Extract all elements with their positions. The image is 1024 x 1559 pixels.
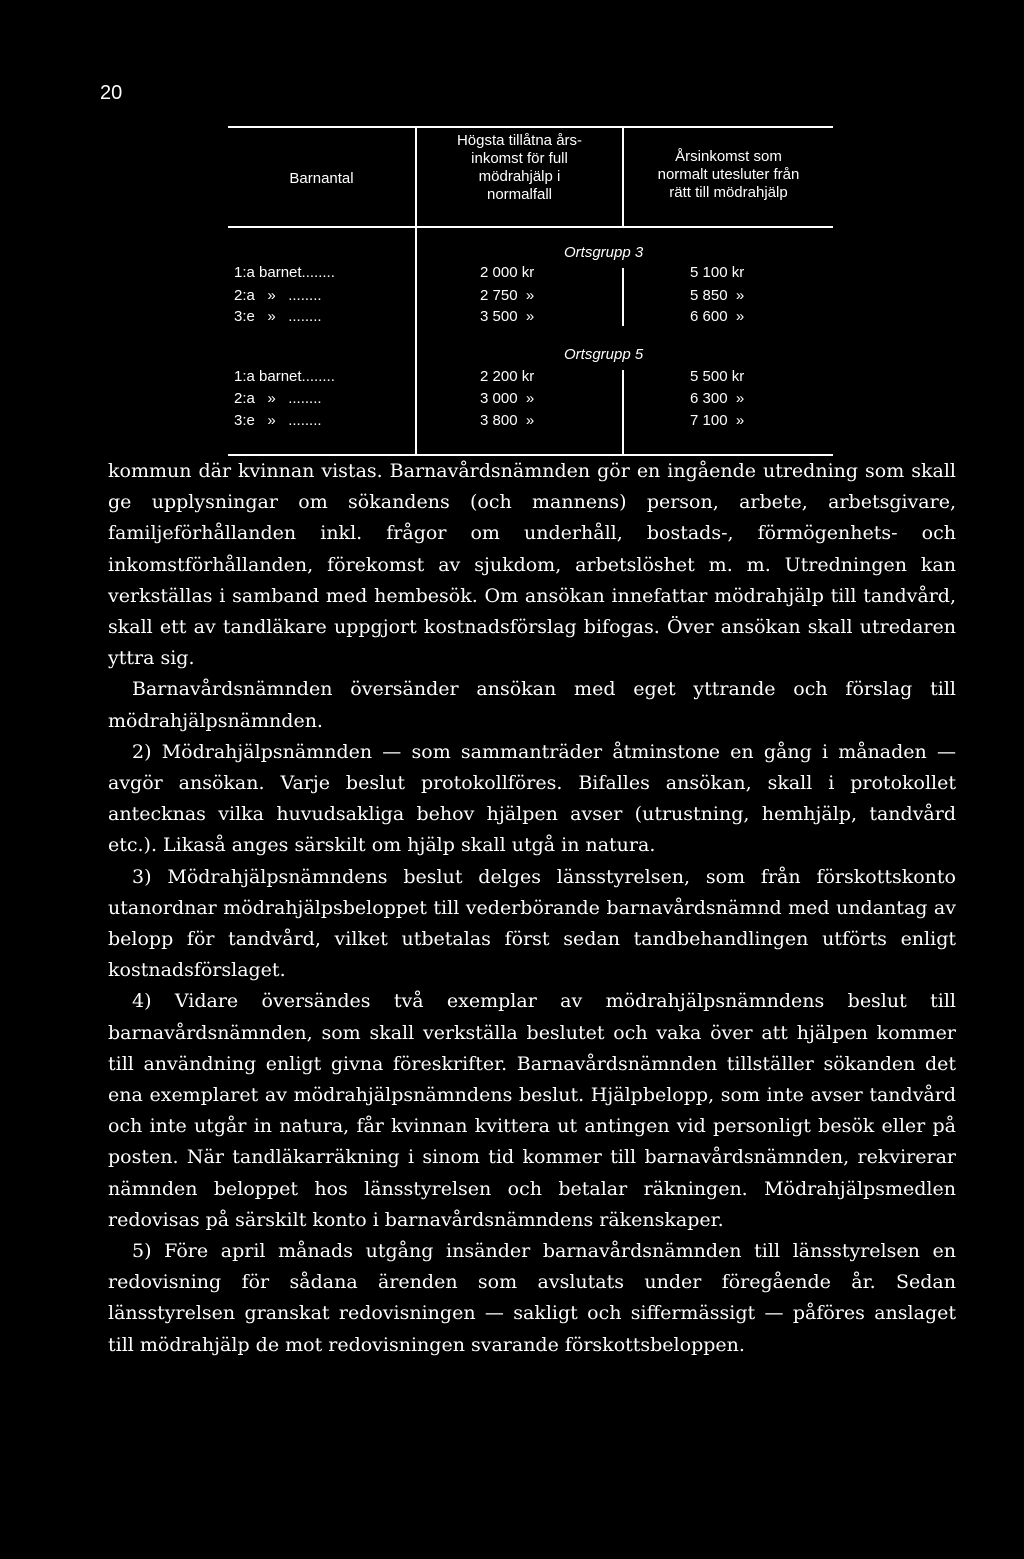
income-limit-table: [228, 126, 833, 456]
paragraph: kommun där kvinnan vistas. Barnavårdsnämnden gör en ingående utredning som skall ge upplysningar om sökandens (och mannens) person, arbete, arbetsgivare, familjeförhållanden inkl. frågor om underhåll, bostads-, förmögenhets- och inkomstförhållanden, förekomst av sjukdom, arbetslöshet m. m. Utredningen kan verkställas i samband med hembesök. Om ansökan innefattar mödrahjälp till tandvård, skall ett av tandläkare uppgjort kostnadsförslag bifogas. Över ansökan skall utredaren yttra sig.: [108, 460, 956, 670]
row-max: 3 500 »: [480, 308, 535, 325]
paragraph: Barnavårdsnämnden översänder ansökan med eget yttrande och förslag till mödrahjälpsnämnden.: [108, 678, 956, 732]
header-excluding-income-line: rätt till mödrahjälp: [669, 184, 788, 201]
row-child: 1:a barnet........: [234, 368, 335, 385]
row-excl: 5 500 kr: [690, 368, 745, 385]
row-excl: 7 100 »: [690, 412, 745, 429]
row-max: 3 000 »: [480, 390, 535, 407]
header-max-income: [417, 132, 622, 204]
header-max-income-line: Högsta tillåtna års-: [456, 132, 583, 149]
row-max: 3 800 »: [480, 412, 535, 429]
row-max: 2 750 »: [480, 287, 535, 304]
row-excl: 5 850 »: [690, 287, 745, 304]
row-max: 2 200 kr: [480, 368, 535, 385]
row-child: 2:a » ........: [234, 287, 322, 304]
table-header-rule: [228, 226, 833, 228]
header-excluding-income-line: normalt utesluter från: [657, 166, 800, 183]
group-label: Ortsgrupp 3: [564, 244, 644, 261]
row-child: 3:e » ........: [234, 308, 322, 325]
table-col-divider-2-group2: [622, 370, 624, 454]
row-max: 2 000 kr: [480, 264, 535, 281]
row-excl: 6 300 »: [690, 390, 745, 407]
body-text: [108, 456, 956, 1361]
header-excluding-income-line: Årsinkomst som: [675, 148, 782, 165]
header-max-income-line: normalfall: [486, 186, 553, 203]
header-barnantal: [228, 170, 415, 188]
header-excluding-income: [624, 148, 833, 202]
paragraph: 3) Mödrahjälpsnämndens beslut delges länsstyrelsen, som från förskottskonto utanordnar mödrahjälpsbeloppet till vederbörande barnavårdsnämnd med undantag av belopp för tandvård, vilket utbetalas först sedan tandbehandlingen utförts enligt kostnadsförslaget.: [108, 865, 956, 982]
paragraph: 4) Vidare översändes två exemplar av mödrahjälpsnämndens beslut till barnavårdsnämnden, som skall verkställa beslutet och vaka över att hjälpen kommer till användning enligt givna föreskrifter. Barnavårdsnämnden tillställer sökanden det ena exemplaret av mödrahjälpsnämndens beslut. Hjälpbelopp, som inte avser tandvård och inte utgår in natura, får kvinnan kvittera ut antingen vid personligt besök eller på posten. När tandläkarräkning i sinom tid kommer till barnavårdsnämnden, rekvirerar nämnden beloppet hos länsstyrelsen och betalar räkningen. Mödrahjälpsmedlen redovisas på särskilt konto i barnavårdsnämndens räkenskaper.: [108, 990, 956, 1231]
row-excl: 5 100 kr: [690, 264, 745, 281]
row-child: 1:a barnet........: [234, 264, 335, 281]
table-top-rule: [228, 126, 833, 128]
row-child: 3:e » ........: [234, 412, 322, 429]
header-barnantal-text: Barnantal: [289, 170, 354, 187]
paragraph: 5) Före april månads utgång insänder barnavårdsnämnden till länsstyrelsen en redovisning för sådana ärenden som avslutats under föregående år. Sedan länsstyrelsen granskat redovisningen — sakligt och siffermässigt — påföres anslaget till mödrahjälp de mot redovisningen svarande förskottsbeloppen.: [108, 1240, 956, 1356]
group-label: Ortsgrupp 5: [564, 346, 644, 363]
table-col-divider-2-group1: [622, 268, 624, 326]
header-max-income-line: mödrahjälp i: [478, 168, 561, 185]
row-child: 2:a » ........: [234, 390, 322, 407]
row-excl: 6 600 »: [690, 308, 745, 325]
header-max-income-line: inkomst för full: [471, 150, 568, 167]
page-number: 20: [100, 82, 123, 104]
paragraph: 2) Mödrahjälpsnämnden — som sammanträder åtminstone en gång i månaden — avgör ansökan. Varje beslut protokollföres. Bifalles ansökan, skall i protokollet antecknas vilka huvudsakliga behov hjälpen avser (utrustning, hemhjälp, tandvård etc.). Likaså anges särskilt om hjälp skall utgå in natura.: [108, 740, 956, 857]
